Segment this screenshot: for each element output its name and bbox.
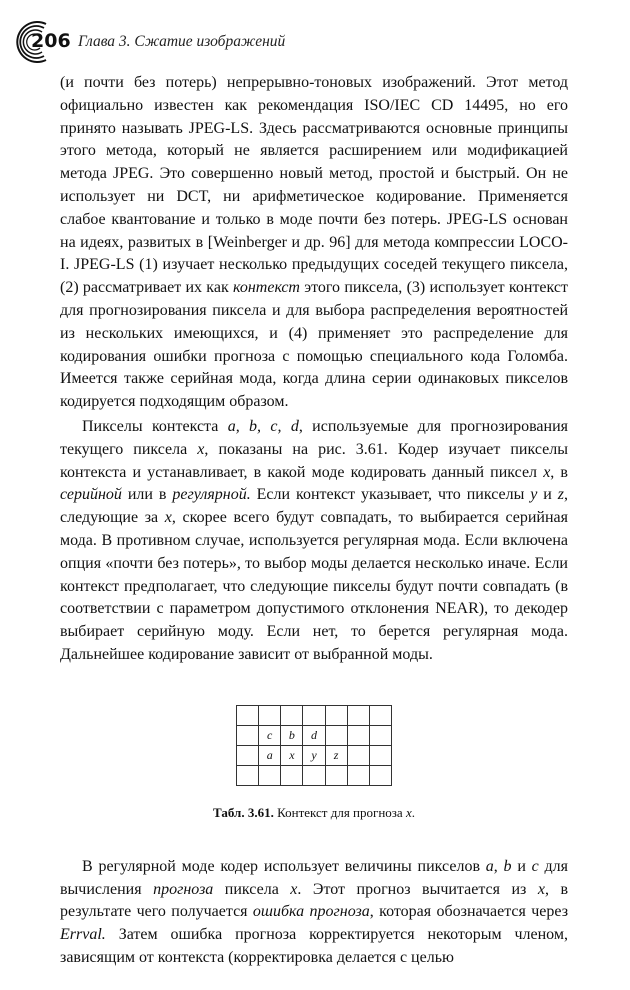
- pixel-cell-a: a: [259, 745, 281, 765]
- italic-text: x: [290, 880, 298, 898]
- page-header: [16, 20, 616, 64]
- text-run: или в: [121, 486, 173, 504]
- text-run: , показаны на рис. 3.61. Кодер изучает пикселы контекста и устанавливает, в какой моде кодировать данный пиксел: [60, 440, 568, 481]
- text-run: и: [511, 857, 532, 875]
- italic-text: c: [531, 857, 539, 875]
- pixel-cell: [281, 705, 303, 725]
- text-run: для вычисления: [60, 857, 569, 898]
- pixel-cell-b: b: [281, 725, 303, 745]
- caption-end: .: [411, 804, 415, 820]
- italic-text: контекст: [232, 279, 300, 297]
- page-body: [60, 72, 568, 970]
- italic-text: a, b, c, d: [227, 417, 299, 435]
- pixel-cell: [237, 705, 259, 725]
- pixel-cell-y: y: [303, 745, 325, 765]
- text-run: В регулярной моде кодер использует величины пикселов: [82, 857, 486, 875]
- pixel-cell: [237, 765, 259, 785]
- pixel-cell: [237, 725, 259, 745]
- paragraph: [60, 856, 568, 970]
- pixel-cell: [369, 765, 391, 785]
- text-run: Затем ошибка прогноза корректируется некоторым членом, зависящим от контекста (корректировка делается с целью: [60, 926, 568, 966]
- pixel-cell-x: x: [281, 745, 303, 765]
- pixel-cell: [325, 705, 347, 725]
- pixel-cell: [281, 765, 303, 785]
- text-run: , используемые для прогнозирования текущего пиксела: [60, 417, 569, 458]
- caption-variable: x: [405, 804, 412, 820]
- italic-text: x: [543, 463, 551, 481]
- pixel-cell: [237, 745, 259, 765]
- text-run: . Этот прогноз вычитается из: [297, 880, 538, 898]
- text-run: (и почти без потерь) непрерывно-тоновых изображений. Этот метод официально известен как рекомендация ISO/IEC CD 14495, но его принято называть JPEG-LS. Здесь рассматриваются основные принципы этого метода, который не является расширением или модификацией метода JPEG. Это совершенно новый метод, простой и быстрый. Он не использует ни DCT, ни арифметическое кодирование. Применяется слабое квантование и только в моде почти без потерь. JPEG-LS основан на идеях, развитых в [Weinberger и др. 96] для метода компрессии LOCO-I. JPEG-LS (1) изучает несколько предыдущих соседей текущего пиксела, (2) рассматривает их как: [60, 74, 568, 297]
- text-run: , в: [550, 463, 568, 481]
- pixel-cell: [303, 765, 325, 785]
- pixel-cell: [369, 725, 391, 745]
- italic-text: b: [503, 857, 512, 875]
- pixel-cell: [325, 725, 347, 745]
- table-row: [237, 765, 392, 785]
- pixel-cell: [347, 745, 369, 765]
- text-run: , следующие за: [60, 486, 568, 527]
- table-caption: [60, 804, 568, 822]
- page-number: 206: [31, 30, 71, 52]
- italic-text: y: [530, 486, 538, 504]
- text-run: этого пиксела, (3) использует контекст для прогнозирования пиксела и для выбора распределения вероятностей из нескольких имеющихся, и (4) применяет это распределение для кодирования ошибки прогноза с помощью специального кода Голомба. Имеется также серийная мода, когда длина серии одинаковых пикселов кодируется подходящим образом.: [60, 279, 569, 411]
- text-run: , в результате чего получается: [60, 880, 569, 921]
- italic-text: x: [537, 880, 545, 898]
- pixel-cell: [259, 705, 281, 725]
- pixel-cell: [347, 705, 369, 725]
- pixel-cell: [325, 765, 347, 785]
- caption-label: Табл. 3.61.: [213, 804, 274, 820]
- text-run: , которая обозначается через: [369, 903, 569, 921]
- pixel-cell-z: z: [325, 745, 347, 765]
- table-row: [237, 725, 392, 745]
- italic-text: z: [557, 486, 564, 504]
- text-run: Если контекст указывает, что пикселы: [250, 486, 531, 504]
- italic-text: a: [485, 857, 494, 875]
- text-run: и: [537, 486, 558, 504]
- italic-text: x: [164, 509, 172, 527]
- text-run: , скорее всего будут совпадать, то выбирается серийная мода. В противном случае, используется регулярная мода. Если включена опция «почти без потерь», то выбор моды делается несколько иначе. Если контекст предполагает, что следующие пикселы будут почти совпадать (в соответствии с параметром допустимого отклонения NEAR), то декодер выбирает серийную моду. Если нет, то берется регулярная мода. Дальнейшее кодирование зависит от выбранной моды.: [60, 509, 568, 663]
- caption-text: Контекст для прогноза: [273, 804, 406, 820]
- table-row: [237, 745, 392, 765]
- paragraph: [60, 72, 568, 414]
- pixel-cell: [303, 705, 325, 725]
- italic-text: прогноза: [153, 880, 214, 898]
- italic-text: x: [197, 440, 205, 458]
- italic-text: ошибка прогноза: [252, 903, 370, 921]
- pixel-cell: [259, 765, 281, 785]
- italic-text: регулярной.: [172, 486, 251, 504]
- pixel-cell: [369, 705, 391, 725]
- text-run: пиксела: [213, 880, 291, 898]
- pixel-cell: [369, 745, 391, 765]
- pixel-cell-c: c: [259, 725, 281, 745]
- pixel-cell: [347, 725, 369, 745]
- text-run: ,: [493, 857, 504, 875]
- table-row: [237, 705, 392, 725]
- italic-text: серийной: [60, 486, 122, 504]
- paragraph: [60, 416, 568, 667]
- context-table: [236, 705, 392, 786]
- pixel-cell: [347, 765, 369, 785]
- pixel-cell-d: d: [303, 725, 325, 745]
- running-head: Глава 3. Сжатие изображений: [78, 33, 286, 50]
- text-run: Пикселы контекста: [82, 417, 228, 435]
- italic-text: Errval.: [60, 926, 106, 944]
